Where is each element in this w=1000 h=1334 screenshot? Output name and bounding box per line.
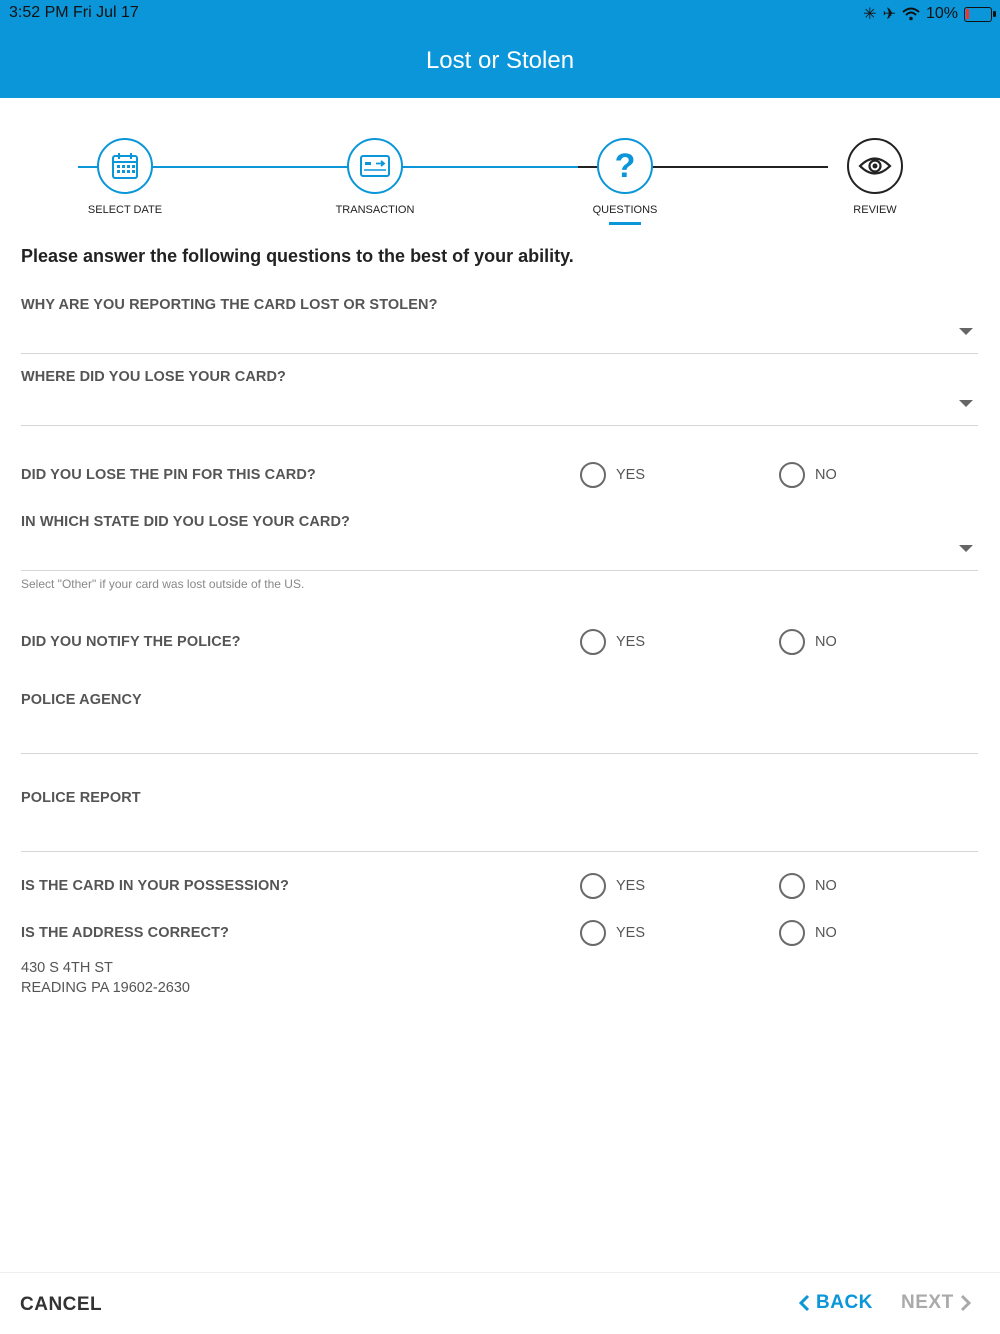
chevron-down-icon[interactable] [959, 328, 973, 335]
address-correct-label: IS THE ADDRESS CORRECT? [21, 925, 229, 941]
radio-label: YES [616, 467, 646, 483]
radio-ring-icon [779, 920, 805, 946]
eye-icon [847, 138, 903, 194]
radio-label: NO [815, 925, 837, 941]
step-questions[interactable] [545, 138, 705, 225]
status-icons [863, 4, 992, 24]
which-state-label: IN WHICH STATE DID YOU LOSE YOUR CARD? [21, 514, 350, 530]
back-button[interactable] [798, 1292, 873, 1314]
in-possession-no-radio[interactable] [779, 873, 837, 899]
police-report-input[interactable] [21, 851, 978, 852]
why-reporting-label: WHY ARE YOU REPORTING THE CARD LOST OR STOLEN? [21, 297, 438, 313]
step-label: TRANSACTION [335, 204, 415, 216]
radio-label: NO [815, 878, 837, 894]
step-transaction[interactable] [295, 138, 455, 216]
app-header [0, 0, 1000, 98]
status-time: 3:52 PM Fri Jul 17 [9, 4, 139, 21]
state-hint-text: Select "Other" if your card was lost outside of the US. [21, 577, 305, 591]
radio-label: NO [815, 634, 837, 650]
radio-label: NO [815, 467, 837, 483]
radio-ring-icon [779, 629, 805, 655]
radio-ring-icon [580, 873, 606, 899]
lost-pin-yes-radio[interactable] [580, 462, 645, 488]
where-lost-label: WHERE DID YOU LOSE YOUR CARD? [21, 369, 286, 385]
why-reporting-select[interactable] [21, 353, 978, 354]
step-review[interactable] [795, 138, 955, 216]
notify-police-no-radio[interactable] [779, 629, 837, 655]
step-label: QUESTIONS [592, 204, 658, 216]
lost-pin-no-radio[interactable] [779, 462, 837, 488]
lost-pin-label: DID YOU LOSE THE PIN FOR THIS CARD? [21, 467, 316, 483]
chevron-right-icon [960, 1294, 972, 1312]
notify-police-yes-radio[interactable] [580, 629, 645, 655]
in-possession-label: IS THE CARD IN YOUR POSSESSION? [21, 878, 289, 894]
cancel-button[interactable]: CANCEL [20, 1294, 103, 1315]
next-button[interactable] [901, 1292, 972, 1314]
chevron-down-icon[interactable] [959, 400, 973, 407]
step-label: SELECT DATE [87, 204, 163, 216]
police-report-label: POLICE REPORT [21, 790, 141, 806]
progress-stepper [0, 98, 1000, 238]
back-label: BACK [816, 1292, 873, 1313]
mailing-address [21, 958, 190, 998]
address-line-1: 430 S 4TH ST [21, 960, 113, 976]
wifi-icon [902, 7, 920, 21]
airplane-icon: ✈ [882, 6, 896, 23]
radio-ring-icon [779, 873, 805, 899]
address-correct-no-radio[interactable] [779, 920, 837, 946]
battery-percent: 10% [925, 5, 958, 22]
radio-label: YES [616, 634, 646, 650]
in-possession-yes-radio[interactable] [580, 873, 645, 899]
which-state-select[interactable] [21, 570, 978, 571]
page-title: Lost or Stolen [425, 47, 575, 74]
radio-label: YES [616, 925, 646, 941]
radio-ring-icon [580, 920, 606, 946]
where-lost-select[interactable] [21, 425, 978, 426]
calendar-icon [97, 138, 153, 194]
address-correct-yes-radio[interactable] [580, 920, 645, 946]
radio-ring-icon [779, 462, 805, 488]
police-agency-input[interactable] [21, 753, 978, 754]
step-label: REVIEW [853, 204, 897, 216]
loading-icon: ✳ [863, 6, 877, 23]
police-agency-label: POLICE AGENCY [21, 692, 142, 708]
card-icon [347, 138, 403, 194]
notify-police-label: DID YOU NOTIFY THE POLICE? [21, 634, 241, 650]
radio-label: YES [616, 878, 646, 894]
step-select-date[interactable] [45, 138, 205, 216]
active-step-indicator [609, 222, 641, 225]
next-label: NEXT [901, 1292, 954, 1313]
question-icon: ? [597, 138, 653, 194]
chevron-left-icon [798, 1294, 810, 1312]
radio-ring-icon [580, 462, 606, 488]
chevron-down-icon[interactable] [959, 545, 973, 552]
battery-icon [964, 7, 992, 22]
address-line-2: READING PA 19602-2630 [21, 980, 190, 996]
instructions-text: Please answer the following questions to the best of your ability. [21, 246, 574, 266]
footer-divider [0, 1272, 1000, 1273]
radio-ring-icon [580, 629, 606, 655]
